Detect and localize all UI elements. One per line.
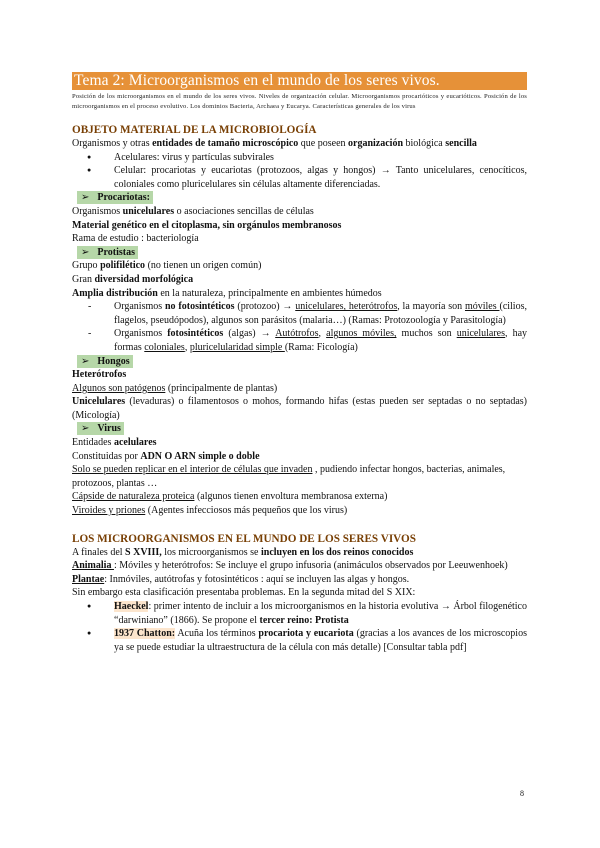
text: (protozoo) → xyxy=(234,301,296,313)
bold-text: unicelulares xyxy=(122,205,175,217)
paragraph xyxy=(72,259,527,273)
bold-text: diversidad morfológica xyxy=(94,273,194,285)
text: A finales del xyxy=(72,546,126,558)
text: (principalmente de plantas) xyxy=(165,382,278,394)
underlined-text: unicelulares xyxy=(456,328,505,340)
text: (no tienen un origen común) xyxy=(145,260,262,272)
bullet-list xyxy=(72,600,527,654)
intro-paragraph xyxy=(72,137,527,151)
text: (cilios, flagelos, pseudópodos), algunos son parásitos (malaria…) (Ramas: Protozoología y Parasitología) xyxy=(114,301,527,326)
subheading-virus xyxy=(72,422,527,436)
paragraph xyxy=(72,463,527,490)
bold-text: no fotosintéticos xyxy=(165,301,235,313)
arrow-icon: ➢ xyxy=(81,192,90,204)
list-item xyxy=(114,627,527,654)
underlined-text: pluricelularidad simple xyxy=(189,341,285,353)
bold-text: organización xyxy=(348,138,404,149)
paragraph xyxy=(72,382,527,396)
bold-text: Amplia distribución xyxy=(72,287,158,299)
text: Gran xyxy=(72,273,95,285)
list-item: ● Celular: procariotas y eucariotas (protozoos, algas y hongos) → Tanto unicelulares, cenocíticos, coloniales como pluricelulares sin células altamente diferenciadas. xyxy=(114,164,527,191)
arrow-icon: ➢ xyxy=(81,355,90,367)
bold-text: Unicelulares xyxy=(72,396,126,408)
page-number: 8 xyxy=(520,789,524,798)
underlined-text: Cápside de naturaleza proteica xyxy=(72,491,195,503)
text: (levaduras) o filamentosos o mohos, formando hifas (estas pueden ser septadas o no septadas) (Micología) xyxy=(72,396,527,421)
bold-text: Heterótrofos xyxy=(72,369,127,381)
paragraph-plantae xyxy=(72,573,527,587)
paragraph: Sin embargo esta clasificación presentaba problemas. En la segunda mitad del S XIX: xyxy=(72,587,416,599)
text: Grupo xyxy=(72,260,101,272)
text: : primer intento de incluir a los microorganismos en la historia evolutiva → Árbol filogenético “darwiniano” (1866). Se propone el xyxy=(114,601,527,626)
underlined-text: coloniales xyxy=(144,341,185,353)
text: (gracias a los avances de los microscopios ya se puede estudiar la ultraestructura de la célula con más detalle) [Consultar tabla pdf] xyxy=(114,628,527,653)
topic-summary: Posición de los microorganismos en el mundo de los seres vivos. Niveles de organización celular. Microorganismos procarióticos y eucarióticos. Posición de los microorganismos en el proceso evolutivo. Los dominios Bacteria, Archaea y Eucarya. Características generales de los virus xyxy=(72,93,527,110)
list-item xyxy=(114,327,527,354)
text: biológica xyxy=(403,138,446,149)
section-heading-objeto: OBJETO MATERIAL DE LA MICROBIOLOGÍA xyxy=(72,124,317,136)
text: Entidades xyxy=(72,437,114,449)
paragraph xyxy=(72,368,527,382)
dash-list xyxy=(72,300,527,354)
paragraph xyxy=(72,395,527,422)
text: Organismos xyxy=(114,328,168,340)
highlighted-text: 1937 Chatton: xyxy=(114,628,176,640)
text: (algunos tienen envoltura membranosa externa) xyxy=(194,491,388,503)
underlined-text: Autótrofos xyxy=(275,328,319,340)
subheading-label: Virus xyxy=(97,423,121,435)
text: , hay formas xyxy=(114,328,528,353)
text: (Agentes infecciosos más pequeños que los virus) xyxy=(145,505,348,517)
bold-text: Material genético en el citoplasma, sin orgánulos membranosos xyxy=(72,219,342,231)
subheading-procariotas xyxy=(72,191,527,205)
text: (Rama: Ficología) xyxy=(284,341,358,353)
arrow-icon: ➢ xyxy=(81,246,90,258)
text: los microorganismos se xyxy=(161,546,261,558)
subheading-label: Protistas xyxy=(97,246,135,258)
text: , xyxy=(318,328,327,340)
text: , la mayoría son xyxy=(397,301,465,313)
text: Constituidas por xyxy=(72,450,141,462)
text: Organismos xyxy=(114,301,165,313)
bold-text: ADN O ARN simple o doble xyxy=(140,450,260,462)
text: muchos son xyxy=(396,328,457,340)
list-item: ● Acelulares: virus y partículas subvirales xyxy=(114,151,527,165)
text: Organismos xyxy=(72,205,123,217)
bold-text: S XVIII, xyxy=(125,546,162,558)
bullet-list xyxy=(72,151,527,192)
section-heading-microorganismos: LOS MICROORGANISMOS EN EL MUNDO DE LOS SERES VIVOS xyxy=(72,532,416,545)
paragraph xyxy=(72,273,527,287)
bold-text: polifilético xyxy=(100,260,146,272)
bold-text: procariota y eucariota xyxy=(258,628,354,640)
paragraph xyxy=(72,205,527,219)
paragraph: Rama de estudio : bacteriología xyxy=(72,233,199,245)
paragraph xyxy=(72,546,527,560)
highlighted-text: Haeckel xyxy=(114,601,149,612)
bold-text: tercer reino: Protista xyxy=(259,614,349,626)
bold-text: entidades de tamaño microscópico xyxy=(152,138,299,149)
bold-underlined-text: Animalia xyxy=(72,560,114,572)
subheading-label: Procariotas: xyxy=(97,192,150,204)
subheading-hongos xyxy=(72,355,527,369)
text: : Inmóviles, autótrofas y fotosintéticos : aquí se incluyen las algas y hongos. xyxy=(104,573,410,585)
text: , xyxy=(184,341,190,353)
list-item xyxy=(114,600,527,627)
underlined-text: unicelulares, heterótrofos xyxy=(295,301,398,313)
text: o asociaciones sencillas de células xyxy=(174,205,314,217)
bold-text: incluyen en los dos reinos conocidos xyxy=(261,546,414,558)
bold-text: acelulares xyxy=(113,437,157,449)
text: en la naturaleza, principalmente en ambientes húmedos xyxy=(157,287,382,299)
underlined-text: Solo se pueden replicar en el interior de células que invaden xyxy=(72,464,313,476)
paragraph xyxy=(72,450,527,464)
text: Acuña los términos xyxy=(175,628,259,640)
paragraph xyxy=(72,504,527,518)
text: : Móviles y heterótrofos: Se incluye el grupo infusoria (animáculos observados por Leeuwenhoek) xyxy=(113,560,508,572)
subheading-protistas xyxy=(72,246,527,260)
arrow-icon: ➢ xyxy=(81,423,90,435)
text: , pudiendo infectar hongos, bacterias, animales, protozoos, plantas … xyxy=(72,464,506,489)
bold-text: sencilla xyxy=(445,138,477,149)
underlined-text: algunos móviles, xyxy=(326,328,397,340)
underlined-text: móviles xyxy=(464,301,500,313)
document-title: Tema 2: Microorganismos en el mundo de los seres vivos. xyxy=(72,72,527,90)
paragraph xyxy=(72,287,527,301)
underlined-text: Algunos son patógenos xyxy=(72,382,166,394)
paragraph xyxy=(72,490,527,504)
document-page xyxy=(72,72,527,654)
subheading-label: Hongos xyxy=(97,355,130,367)
paragraph xyxy=(72,436,527,450)
text: que poseen xyxy=(298,138,349,149)
bold-underlined-text: Plantae xyxy=(72,573,105,585)
paragraph xyxy=(72,219,527,233)
underlined-text: Viroides y priones xyxy=(72,505,146,517)
paragraph-animalia xyxy=(72,559,527,573)
text: (algas) → xyxy=(223,328,276,340)
list-item xyxy=(114,300,527,327)
text: Organismos y otras xyxy=(72,138,153,149)
bold-text: fotosintéticos xyxy=(167,328,224,340)
